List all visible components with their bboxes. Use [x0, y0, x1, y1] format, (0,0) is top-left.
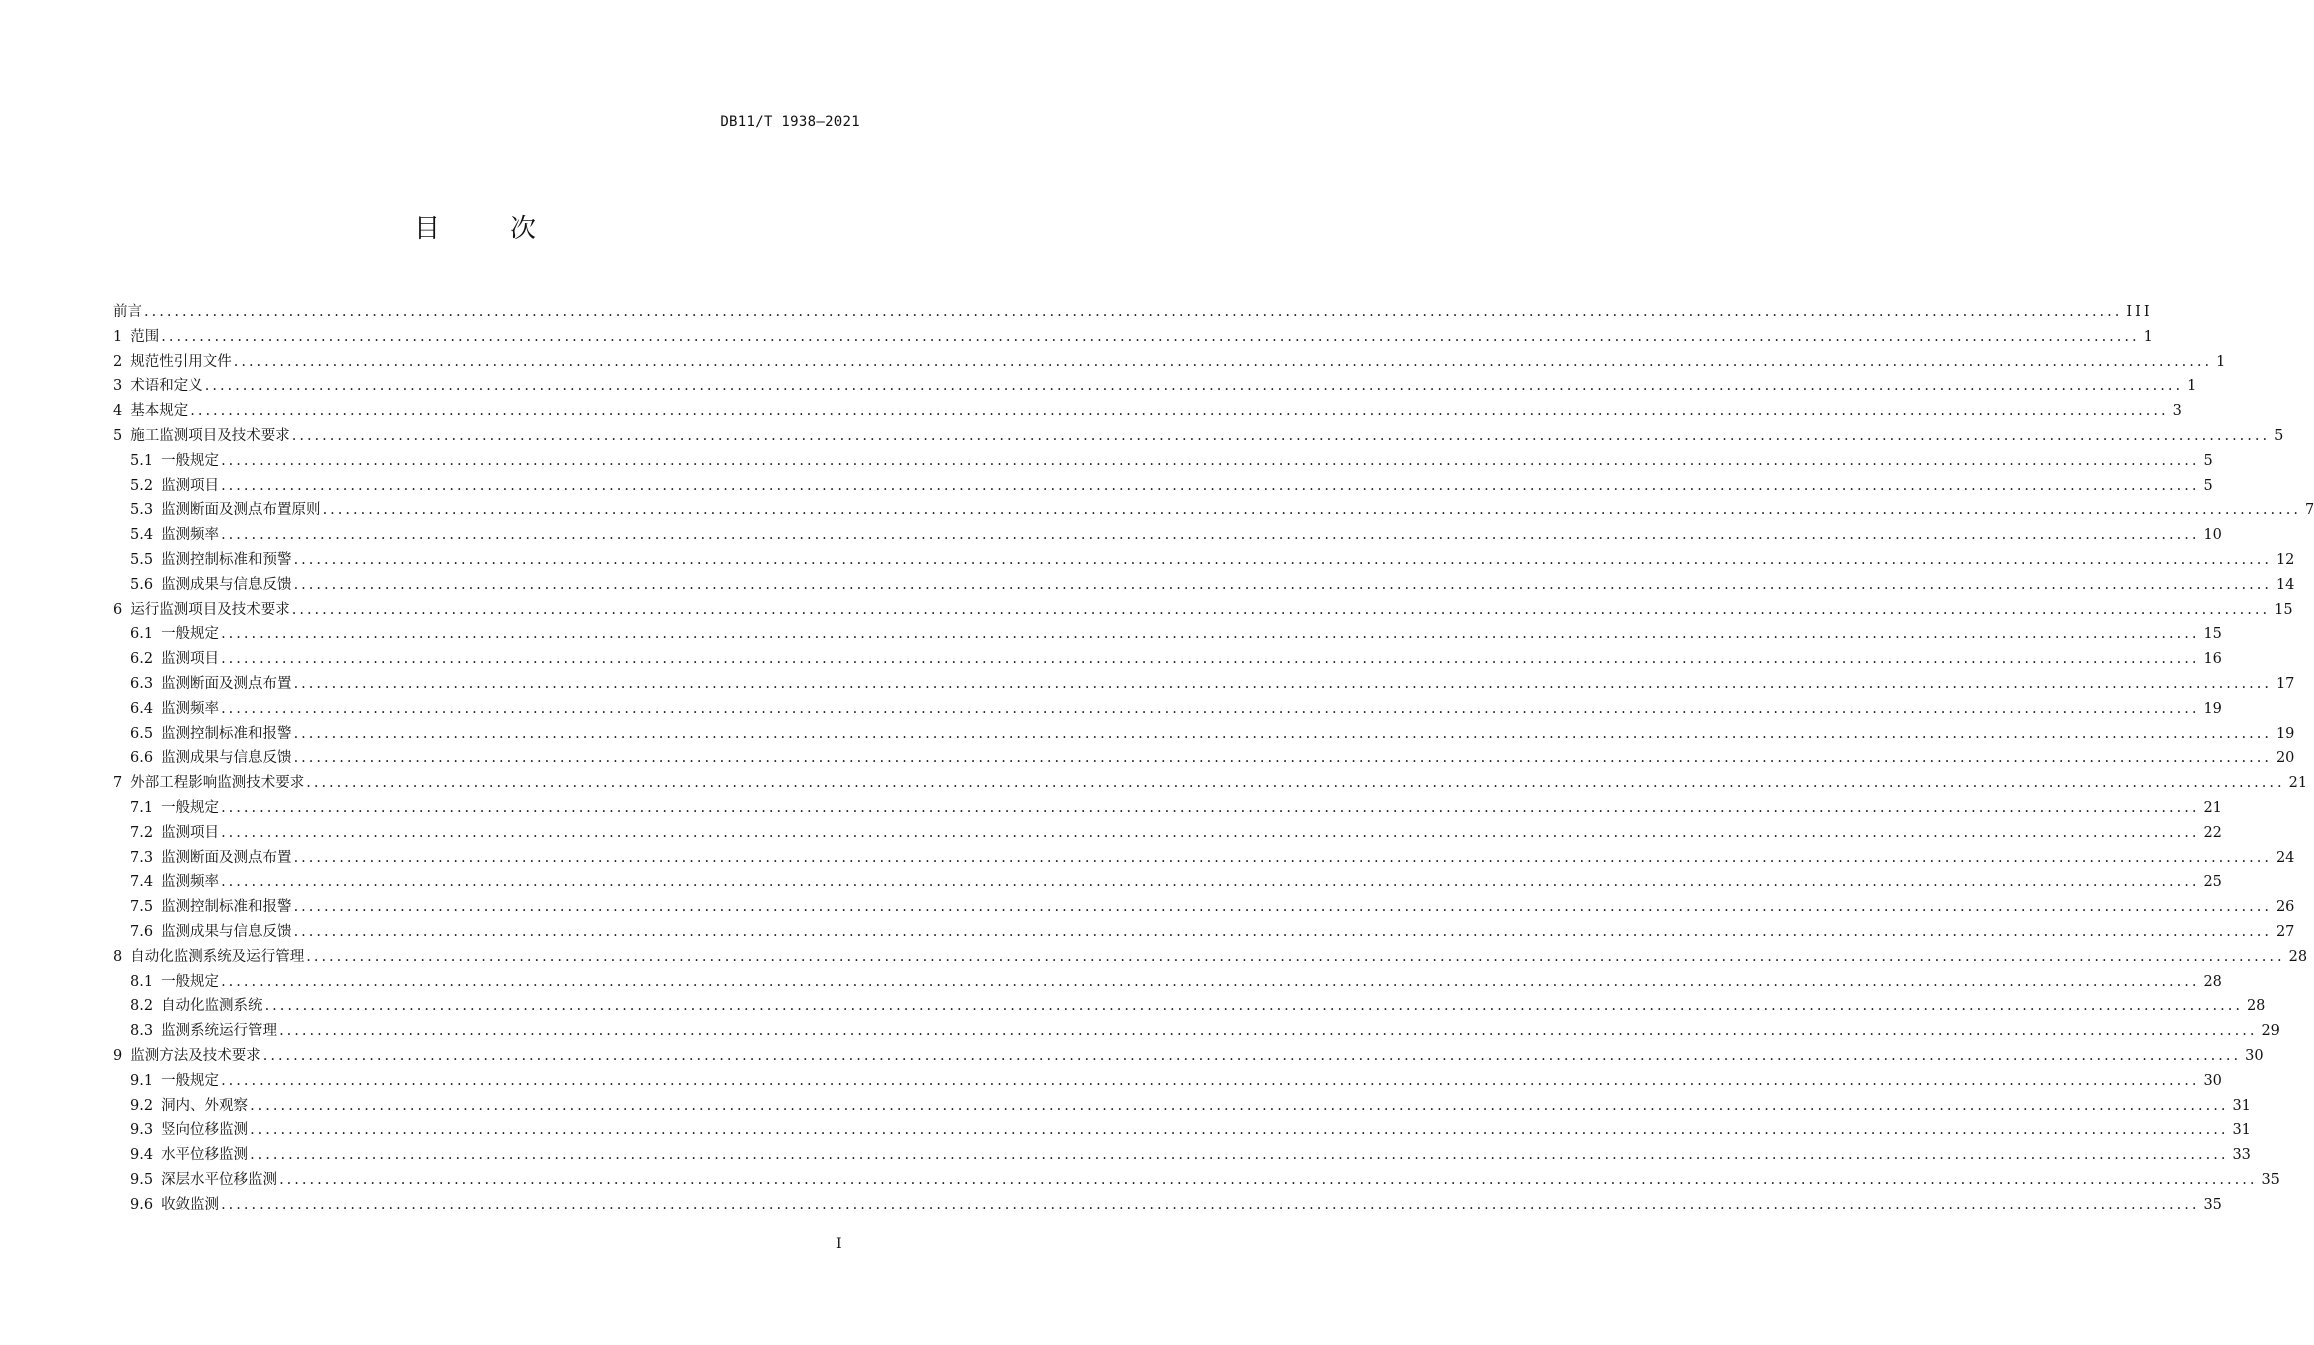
toc-entry-label: 水平位移监测 — [161, 1147, 249, 1164]
toc-entry-page: 3 — [2172, 403, 2182, 420]
toc-entry-number: 9.2 — [130, 1097, 154, 1114]
toc-entry-page: 5 — [2203, 452, 2213, 469]
toc-entry-number: 9 — [113, 1047, 123, 1064]
toc-entry-number: 5 — [113, 427, 123, 444]
toc-entry-number: 7.3 — [130, 849, 154, 866]
toc-entry-page: 28 — [2246, 998, 2266, 1015]
toc-entry[interactable] — [113, 697, 2222, 722]
toc-entry-page: 20 — [2275, 750, 2295, 767]
dot-leader: .................................................................................................................................................................................................................................................................... — [293, 725, 2272, 742]
toc-entry-title — [113, 350, 232, 375]
toc-entry-label: 监测断面及测点布置 — [161, 675, 292, 692]
toc-entry-title — [113, 424, 290, 449]
toc-entry-label: 自动化监测系统及运行管理 — [130, 948, 305, 965]
toc-entry-label: 术语和定义 — [130, 378, 203, 395]
toc-entry-title — [130, 697, 219, 722]
dot-leader: .................................................................................................................................................................................................................................................................... — [306, 948, 2285, 965]
toc-entry-number: 5.5 — [130, 551, 154, 568]
toc-entry-title — [113, 399, 188, 424]
toc-entry-title — [130, 1094, 248, 1119]
toc-entry-label: 监测控制标准和报警 — [161, 899, 292, 916]
dot-leader: .................................................................................................................................................................................................................................................................... — [291, 601, 2271, 618]
toc-entry-page: 30 — [2203, 1072, 2222, 1089]
toc-entry-number: 7.5 — [130, 899, 154, 916]
toc-entry-page: 17 — [2275, 675, 2295, 692]
toc-entry[interactable] — [113, 1143, 2251, 1168]
toc-entry[interactable] — [113, 895, 2295, 920]
toc-entry-title — [130, 920, 292, 945]
toc-entry-page: 5 — [2274, 427, 2284, 444]
toc-entry[interactable] — [113, 350, 2226, 375]
toc-entry-title — [130, 1069, 219, 1094]
dot-leader: .................................................................................................................................................................................................................................................................... — [204, 378, 2184, 395]
toc-entry-page: 35 — [2203, 1196, 2222, 1213]
dot-leader: .................................................................................................................................................................................................................................................................... — [221, 626, 2200, 643]
toc-entry-label: 监测成果与信息反馈 — [161, 923, 292, 940]
toc-entry-number: 6.3 — [130, 675, 154, 692]
toc-entry-label: 监测项目 — [161, 651, 220, 668]
toc-entry-page: 15 — [2274, 601, 2293, 618]
toc-entry-title — [130, 895, 292, 920]
toc-entry-title — [130, 821, 219, 846]
table-of-contents — [113, 300, 2314, 1217]
toc-entry[interactable] — [113, 523, 2222, 548]
toc-entry-page: 30 — [2245, 1047, 2264, 1064]
toc-entry-number: 6 — [113, 601, 123, 618]
toc-entry-page: 31 — [2232, 1122, 2251, 1139]
toc-entry-number: 7.4 — [130, 874, 154, 891]
toc-entry[interactable] — [113, 374, 2197, 399]
toc-entry-number: 9.1 — [130, 1072, 154, 1089]
toc-entry[interactable] — [113, 870, 2222, 895]
toc-entry-title — [113, 598, 290, 623]
dot-leader: .................................................................................................................................................................................................................................................................... — [293, 551, 2272, 568]
toc-entry-title — [130, 449, 219, 474]
toc-entry[interactable] — [113, 1044, 2264, 1069]
toc-entry-page: 28 — [2203, 973, 2222, 990]
toc-entry-label: 一般规定 — [161, 973, 220, 990]
toc-entry[interactable] — [113, 1094, 2251, 1119]
toc-entry-title — [113, 1044, 261, 1069]
toc-entry-label: 规范性引用文件 — [130, 353, 232, 370]
toc-entry[interactable] — [113, 771, 2308, 796]
toc-entry[interactable] — [113, 399, 2182, 424]
toc-entry-page: 35 — [2261, 1171, 2280, 1188]
toc-entry-number: 9.4 — [130, 1147, 154, 1164]
toc-entry-number: 5.6 — [130, 576, 154, 593]
toc-entry[interactable] — [113, 449, 2213, 474]
dot-leader: .................................................................................................................................................................................................................................................................... — [221, 651, 2200, 668]
toc-entry-title — [130, 672, 292, 697]
toc-entry-number: 9.5 — [130, 1171, 154, 1188]
toc-entry-number: 5.2 — [130, 477, 154, 494]
toc-entry-page: 7 — [2304, 502, 2314, 519]
toc-entry[interactable] — [113, 821, 2222, 846]
toc-entry[interactable] — [113, 1069, 2222, 1094]
toc-entry-label: 一般规定 — [161, 1072, 220, 1089]
toc-entry-label: 洞内、外观察 — [161, 1097, 249, 1114]
toc-entry[interactable] — [113, 970, 2222, 995]
toc-entry-number: 1 — [113, 328, 123, 345]
toc-entry-label: 一般规定 — [161, 799, 220, 816]
dot-leader: .................................................................................................................................................................................................................................................................... — [250, 1147, 2229, 1164]
dot-leader: .................................................................................................................................................................................................................................................................... — [306, 775, 2285, 792]
toc-entry-page: 21 — [2203, 799, 2222, 816]
toc-entry-label: 监测项目 — [161, 824, 220, 841]
toc-entry-page: 24 — [2275, 849, 2295, 866]
page-title: 目次 — [413, 214, 606, 244]
toc-entry-label: 监测控制标准和报警 — [161, 725, 292, 742]
toc-entry-label: 施工监测项目及技术要求 — [130, 427, 290, 444]
toc-entry-number: 5.3 — [130, 502, 154, 519]
dot-leader: .................................................................................................................................................................................................................................................................... — [221, 824, 2200, 841]
toc-entry[interactable] — [113, 573, 2295, 598]
toc-entry-page: 14 — [2275, 576, 2295, 593]
toc-entry-label: 监测项目 — [161, 477, 220, 494]
toc-entry-title — [130, 548, 292, 573]
toc-entry-page: 1 — [2216, 353, 2226, 370]
dot-leader: .................................................................................................................................................................................................................................................................... — [293, 675, 2272, 692]
toc-entry-title — [130, 1019, 277, 1044]
dot-leader: .................................................................................................................................................................................................................................................................... — [221, 527, 2200, 544]
toc-entry[interactable] — [113, 1118, 2251, 1143]
toc-entry-label: 收敛监测 — [161, 1196, 220, 1213]
toc-entry-number: 8 — [113, 948, 123, 965]
dot-leader: .................................................................................................................................................................................................................................................................... — [233, 353, 2213, 370]
toc-entry-label: 监测方法及技术要求 — [130, 1047, 261, 1064]
toc-entry-number: 6.4 — [130, 700, 154, 717]
toc-entry-page: 16 — [2203, 651, 2222, 668]
toc-entry-label: 监测成果与信息反馈 — [161, 750, 292, 767]
toc-entry-label: 监测成果与信息反馈 — [161, 576, 292, 593]
toc-entry[interactable] — [113, 325, 2153, 350]
dot-leader: .................................................................................................................................................................................................................................................................... — [221, 1196, 2200, 1213]
toc-entry-page: 19 — [2203, 700, 2222, 717]
dot-leader: .................................................................................................................................................................................................................................................................... — [161, 328, 2140, 345]
toc-entry[interactable] — [113, 622, 2222, 647]
toc-entry[interactable] — [113, 548, 2295, 573]
dot-leader: .................................................................................................................................................................................................................................................................... — [144, 304, 2123, 320]
dot-leader: .................................................................................................................................................................................................................................................................... — [293, 750, 2272, 767]
toc-entry[interactable] — [113, 796, 2222, 821]
toc-entry-title — [113, 945, 304, 970]
toc-entry-label: 监测频率 — [161, 874, 220, 891]
toc-entry-title — [130, 722, 292, 747]
toc-entry-page: 21 — [2288, 775, 2308, 792]
toc-entry[interactable] — [113, 746, 2295, 771]
toc-entry-page: 27 — [2275, 923, 2295, 940]
toc-entry-label: 一般规定 — [161, 626, 220, 643]
toc-entry[interactable] — [113, 994, 2266, 1019]
toc-entry[interactable] — [113, 672, 2295, 697]
toc-entry-title — [130, 970, 219, 995]
toc-entry-number: 7.6 — [130, 923, 154, 940]
dot-leader: .................................................................................................................................................................................................................................................................... — [293, 849, 2272, 866]
dot-leader: .................................................................................................................................................................................................................................................................... — [279, 1023, 2258, 1040]
toc-entry[interactable] — [113, 647, 2222, 672]
toc-entry-title — [130, 870, 219, 895]
toc-entry-title — [113, 300, 142, 325]
toc-entry-label: 基本规定 — [130, 403, 189, 420]
toc-entry-page: 25 — [2203, 874, 2222, 891]
toc-entry-page: 33 — [2232, 1147, 2251, 1164]
toc-entry-number: 5.4 — [130, 527, 154, 544]
dot-leader: .................................................................................................................................................................................................................................................................... — [221, 700, 2200, 717]
dot-leader: .................................................................................................................................................................................................................................................................... — [221, 973, 2200, 990]
toc-entry-title — [130, 1118, 248, 1143]
toc-entry-title — [113, 325, 159, 350]
toc-entry-number: 6.6 — [130, 750, 154, 767]
dot-leader: .................................................................................................................................................................................................................................................................... — [322, 502, 2301, 519]
toc-entry[interactable] — [113, 598, 2293, 623]
toc-entry-page: 28 — [2288, 948, 2308, 965]
dot-leader: .................................................................................................................................................................................................................................................................... — [279, 1171, 2258, 1188]
toc-entry-label: 运行监测项目及技术要求 — [130, 601, 290, 618]
toc-entry[interactable] — [113, 722, 2295, 747]
toc-entry[interactable] — [113, 498, 2314, 523]
toc-entry[interactable] — [113, 474, 2213, 499]
toc-entry-page: 19 — [2275, 725, 2295, 742]
dot-leader: .................................................................................................................................................................................................................................................................... — [190, 403, 2169, 420]
toc-entry-title — [130, 498, 321, 523]
dot-leader: .................................................................................................................................................................................................................................................................... — [250, 1122, 2229, 1139]
toc-entry-number: 7 — [113, 775, 123, 792]
toc-entry-label: 竖向位移监测 — [161, 1122, 249, 1139]
toc-entry-page: 26 — [2275, 899, 2295, 916]
dot-leader: .................................................................................................................................................................................................................................................................... — [293, 576, 2272, 593]
toc-entry-page: 31 — [2232, 1097, 2251, 1114]
toc-entry-number: 3 — [113, 378, 123, 395]
toc-entry-number: 7.2 — [130, 824, 154, 841]
dot-leader: .................................................................................................................................................................................................................................................................... — [221, 874, 2200, 891]
toc-entry-title — [130, 1193, 219, 1218]
toc-entry-page: 12 — [2275, 551, 2295, 568]
toc-entry[interactable] — [113, 920, 2295, 945]
toc-entry-number: 9.6 — [130, 1196, 154, 1213]
toc-entry-page: 22 — [2203, 824, 2222, 841]
toc-entry-page: 1 — [2143, 328, 2153, 345]
toc-entry-number: 6.5 — [130, 725, 154, 742]
toc-entry[interactable] — [113, 424, 2284, 449]
toc-entry-number: 7.1 — [130, 799, 154, 816]
toc-entry-title — [130, 846, 292, 871]
toc-entry[interactable] — [113, 1193, 2222, 1218]
toc-entry-title — [130, 796, 219, 821]
toc-entry-label: 外部工程影响监测技术要求 — [130, 775, 305, 792]
toc-entry[interactable] — [113, 945, 2308, 970]
dot-leader: .................................................................................................................................................................................................................................................................... — [262, 1047, 2242, 1064]
toc-entry-label: 范围 — [130, 328, 160, 345]
toc-entry-title — [130, 746, 292, 771]
toc-entry-number: 9.3 — [130, 1122, 154, 1139]
dot-leader: .................................................................................................................................................................................................................................................................... — [291, 427, 2271, 444]
toc-entry-number: 2 — [113, 353, 123, 370]
toc-entry-number: 5.1 — [130, 452, 154, 469]
toc-entry-label: 前言 — [113, 304, 142, 320]
toc-entry[interactable] — [113, 1168, 2280, 1193]
toc-entry-number: 6.2 — [130, 651, 154, 668]
toc-entry-label: 监测断面及测点布置 — [161, 849, 292, 866]
dot-leader: .................................................................................................................................................................................................................................................................... — [221, 1072, 2200, 1089]
toc-entry-page: 1 — [2187, 378, 2197, 395]
toc-entry-number: 6.1 — [130, 626, 154, 643]
toc-entry-label: 监测控制标准和预警 — [161, 551, 292, 568]
dot-leader: .................................................................................................................................................................................................................................................................... — [264, 998, 2243, 1015]
dot-leader: .................................................................................................................................................................................................................................................................... — [293, 923, 2272, 940]
toc-entry-title — [130, 622, 219, 647]
dot-leader: .................................................................................................................................................................................................................................................................... — [221, 799, 2200, 816]
dot-leader: .................................................................................................................................................................................................................................................................... — [293, 899, 2272, 916]
dot-leader: .................................................................................................................................................................................................................................................................... — [221, 477, 2200, 494]
toc-entry-title — [130, 523, 219, 548]
toc-entry[interactable] — [113, 846, 2295, 871]
document-code: DB11/T 1938—2021 — [720, 114, 860, 130]
toc-entry-label: 深层水平位移监测 — [161, 1171, 278, 1188]
toc-entry-title — [130, 647, 219, 672]
toc-entry-title — [113, 374, 203, 399]
toc-entry-number: 4 — [113, 403, 123, 420]
toc-entry-number: 8.2 — [130, 998, 154, 1015]
toc-entry-page: III — [2126, 304, 2153, 320]
toc-entry-title — [130, 474, 219, 499]
toc-entry-title — [130, 994, 263, 1019]
toc-entry-page: 15 — [2203, 626, 2222, 643]
toc-entry-number: 8.1 — [130, 973, 154, 990]
page-number: I — [836, 1236, 842, 1252]
toc-entry-page: 5 — [2203, 477, 2213, 494]
toc-entry-number: 8.3 — [130, 1023, 154, 1040]
toc-entry[interactable] — [113, 300, 2153, 325]
dot-leader: .................................................................................................................................................................................................................................................................... — [221, 452, 2200, 469]
toc-entry-label: 监测断面及测点布置原则 — [161, 502, 321, 519]
toc-entry-page: 29 — [2261, 1023, 2280, 1040]
toc-entry[interactable] — [113, 1019, 2280, 1044]
toc-entry-label: 一般规定 — [161, 452, 220, 469]
toc-entry-title — [130, 1143, 248, 1168]
toc-entry-page: 10 — [2203, 527, 2222, 544]
toc-entry-label: 监测频率 — [161, 527, 220, 544]
toc-entry-label: 监测频率 — [161, 700, 220, 717]
dot-leader: .................................................................................................................................................................................................................................................................... — [250, 1097, 2229, 1114]
toc-entry-label: 监测系统运行管理 — [161, 1023, 278, 1040]
toc-entry-title — [113, 771, 304, 796]
toc-entry-title — [130, 1168, 277, 1193]
toc-entry-label: 自动化监测系统 — [161, 998, 263, 1015]
toc-entry-title — [130, 573, 292, 598]
